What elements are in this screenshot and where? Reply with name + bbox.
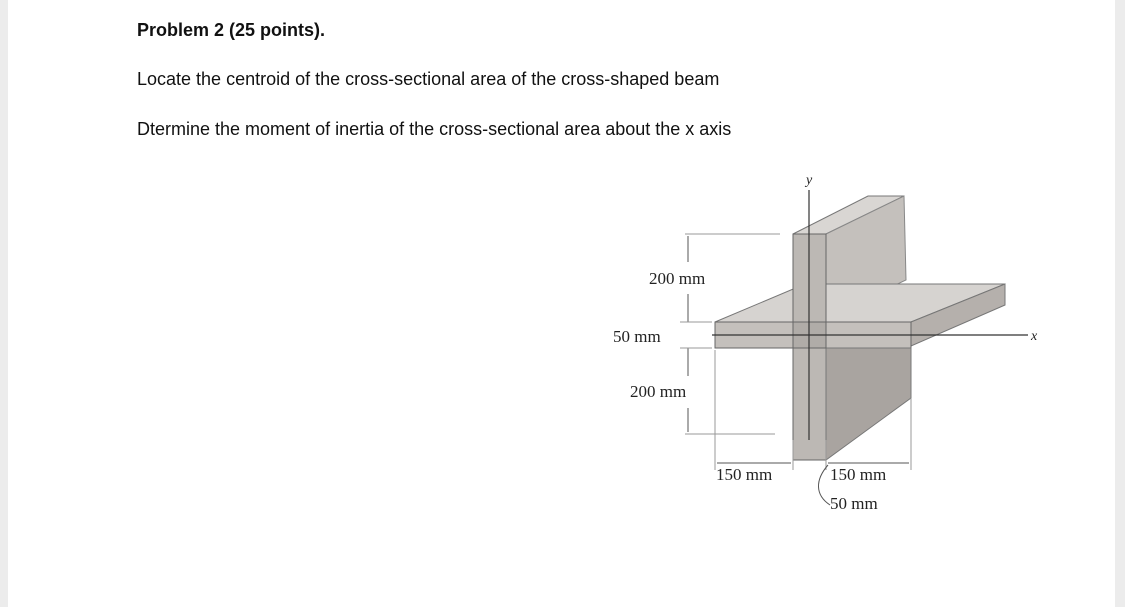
dim-label-web: 50 mm: [830, 494, 878, 513]
web-side-face-lower: [826, 348, 911, 460]
problem-statement-moment: Dtermine the moment of inertia of the cross-sectional area about the x axis: [137, 119, 732, 139]
dim-label-right: 150 mm: [830, 465, 887, 484]
dim-label-left: 150 mm: [716, 465, 773, 484]
problem-title: Problem 2 (25 points).: [137, 20, 326, 40]
y-axis-label: y: [806, 173, 813, 188]
dim-label-flange: 50 mm: [613, 327, 661, 346]
x-axis-label: x: [1031, 329, 1038, 344]
dim-label-bottom: 200 mm: [630, 382, 687, 401]
problem-statement-centroid: Locate the centroid of the cross-sectional area of the cross-shaped beam: [137, 69, 720, 89]
dim-label-top: 200 mm: [649, 269, 706, 288]
web-dim-leader: [818, 465, 830, 505]
